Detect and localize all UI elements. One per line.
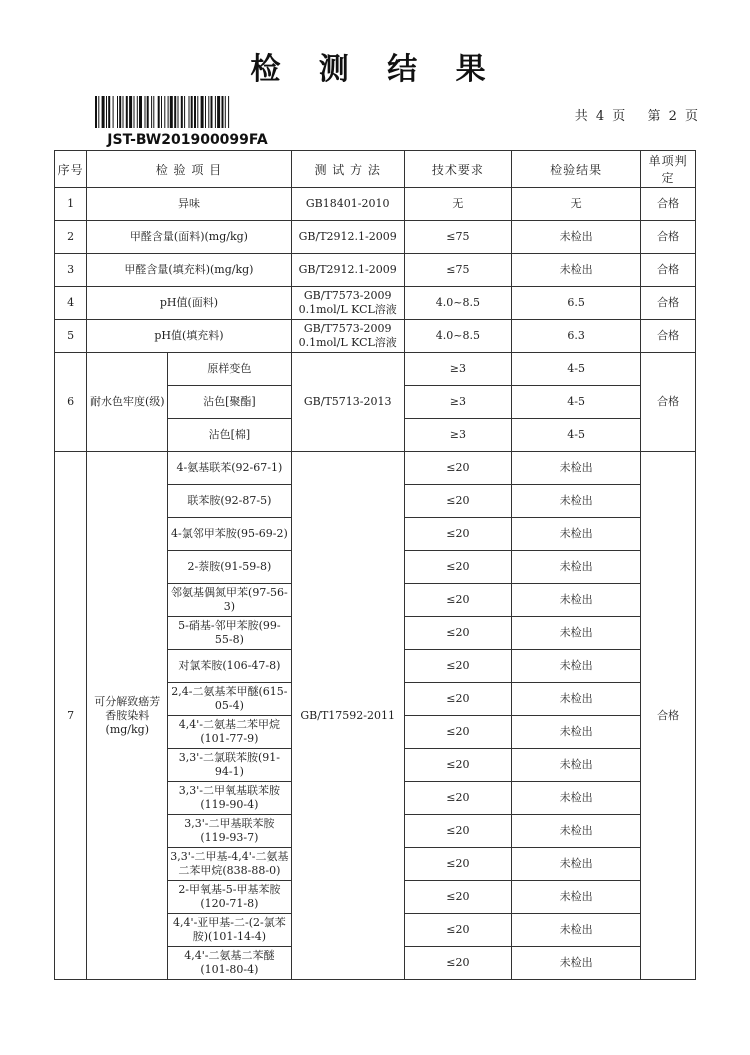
table-row [55, 452, 696, 485]
row-category: 可分解致癌芳香胺染料(mg/kg) [87, 452, 168, 980]
row-subitem: 4,4'-二氨基二苯甲烷(101-77-9) [168, 716, 291, 749]
row-result: 6.3 [511, 320, 640, 353]
row-subitem: 原样变色 [168, 353, 291, 386]
row-subitem: 对氯苯胺(106-47-8) [168, 650, 291, 683]
table-row [55, 320, 696, 353]
row-method: GB18401-2010 [291, 188, 404, 221]
row-subitem: 4-氨基联苯(92-67-1) [168, 452, 291, 485]
row-subitem: 4,4'-二氨基二苯醚(101-80-4) [168, 947, 291, 980]
row-requirement: ≥3 [404, 419, 511, 452]
row-seq: 1 [55, 188, 87, 221]
row-seq: 5 [55, 320, 87, 353]
row-requirement: ≤20 [404, 518, 511, 551]
row-method: GB/T5713-2013 [291, 353, 404, 452]
row-requirement: ≤20 [404, 650, 511, 683]
page-info [561, 105, 700, 124]
row-requirement: ≤20 [404, 716, 511, 749]
row-requirement: ≤75 [404, 254, 511, 287]
table-row [55, 254, 696, 287]
results-table [54, 150, 696, 980]
row-requirement: 4.0~8.5 [404, 287, 511, 320]
row-subitem: 沾色[棉] [168, 419, 291, 452]
row-seq: 6 [55, 353, 87, 452]
row-result: 未检出 [511, 518, 640, 551]
row-requirement: ≥3 [404, 386, 511, 419]
row-requirement: ≤20 [404, 914, 511, 947]
row-requirement: ≤20 [404, 947, 511, 980]
row-result: 未检出 [511, 485, 640, 518]
page-total: 共 4 页 [574, 109, 628, 124]
row-result: 未检出 [511, 254, 640, 287]
row-requirement: ≤20 [404, 584, 511, 617]
row-result: 未检出 [511, 221, 640, 254]
row-result: 未检出 [511, 782, 640, 815]
table-row [55, 188, 696, 221]
barcode [95, 96, 280, 148]
row-subitem: 2-甲氧基-5-甲基苯胺(120-71-8) [168, 881, 291, 914]
row-subitem: 4,4'-亚甲基-二-(2-氯苯胺)(101-14-4) [168, 914, 291, 947]
row-result: 未检出 [511, 848, 640, 881]
header-seq: 序号 [55, 151, 87, 188]
row-result: 未检出 [511, 914, 640, 947]
row-subitem: 4-氯邻甲苯胺(95-69-2) [168, 518, 291, 551]
row-method: GB/T2912.1-2009 [291, 254, 404, 287]
row-requirement: 无 [404, 188, 511, 221]
row-requirement: ≤20 [404, 782, 511, 815]
row-requirement: ≤20 [404, 485, 511, 518]
row-category: 耐水色牢度(级) [87, 353, 168, 452]
row-requirement: ≤20 [404, 617, 511, 650]
page-current: 第 2 页 [647, 109, 700, 124]
row-result: 未检出 [511, 749, 640, 782]
row-subitem: 2-萘胺(91-59-8) [168, 551, 291, 584]
header-result: 检验结果 [511, 151, 640, 188]
header-method: 测 试 方 法 [291, 151, 404, 188]
header-judgment: 单项判定 [641, 151, 696, 188]
row-seq: 3 [55, 254, 87, 287]
row-requirement: ≥3 [404, 353, 511, 386]
row-method: GB/T7573-2009 0.1mol/L KCL溶液 [291, 287, 404, 320]
row-subitem: 3,3'-二甲基联苯胺(119-93-7) [168, 815, 291, 848]
row-result: 4-5 [511, 353, 640, 386]
row-judgment: 合格 [641, 320, 696, 353]
row-seq: 2 [55, 221, 87, 254]
row-result: 未检出 [511, 551, 640, 584]
row-seq: 4 [55, 287, 87, 320]
row-result: 4-5 [511, 419, 640, 452]
row-subitem: 沾色[聚酯] [168, 386, 291, 419]
row-result: 未检出 [511, 947, 640, 980]
row-requirement: ≤20 [404, 881, 511, 914]
row-requirement: ≤20 [404, 749, 511, 782]
row-item: 甲醛含量(填充料)(mg/kg) [87, 254, 291, 287]
row-judgment: 合格 [641, 452, 696, 980]
row-method: GB/T7573-2009 0.1mol/L KCL溶液 [291, 320, 404, 353]
row-subitem: 邻氨基偶氮甲苯(97-56-3) [168, 584, 291, 617]
row-judgment: 合格 [641, 221, 696, 254]
row-item: pH值(填充料) [87, 320, 291, 353]
row-requirement: ≤20 [404, 683, 511, 716]
row-requirement: ≤20 [404, 815, 511, 848]
row-result: 6.5 [511, 287, 640, 320]
row-subitem: 联苯胺(92-87-5) [168, 485, 291, 518]
row-judgment: 合格 [641, 254, 696, 287]
table-row [55, 221, 696, 254]
row-subitem: 5-硝基-邻甲苯胺(99-55-8) [168, 617, 291, 650]
table-row [55, 353, 696, 386]
row-result: 未检出 [511, 815, 640, 848]
row-result: 未检出 [511, 683, 640, 716]
row-subitem: 3,3'-二甲氧基联苯胺(119-90-4) [168, 782, 291, 815]
row-requirement: ≤20 [404, 551, 511, 584]
row-result: 未检出 [511, 584, 640, 617]
header-requirement: 技术要求 [404, 151, 511, 188]
row-item: 异味 [87, 188, 291, 221]
row-seq: 7 [55, 452, 87, 980]
row-requirement: ≤20 [404, 452, 511, 485]
row-requirement: 4.0~8.5 [404, 320, 511, 353]
row-item: pH值(面料) [87, 287, 291, 320]
row-method: GB/T2912.1-2009 [291, 221, 404, 254]
header-item: 检 验 项 目 [87, 151, 291, 188]
row-result: 未检出 [511, 881, 640, 914]
row-result: 未检出 [511, 716, 640, 749]
row-result: 4-5 [511, 386, 640, 419]
row-requirement: ≤20 [404, 848, 511, 881]
row-method: GB/T17592-2011 [291, 452, 404, 980]
row-judgment: 合格 [641, 353, 696, 452]
row-subitem: 3,3'-二甲基-4,4'-二氨基二苯甲烷(838-88-0) [168, 848, 291, 881]
row-judgment: 合格 [641, 287, 696, 320]
table-header-row [55, 151, 696, 188]
row-result: 未检出 [511, 650, 640, 683]
barcode-graphic [95, 96, 280, 128]
row-requirement: ≤75 [404, 221, 511, 254]
row-item: 甲醛含量(面料)(mg/kg) [87, 221, 291, 254]
row-subitem: 3,3'-二氯联苯胺(91-94-1) [168, 749, 291, 782]
table-row [55, 287, 696, 320]
row-result: 未检出 [511, 452, 640, 485]
row-result: 未检出 [511, 617, 640, 650]
row-subitem: 2,4-二氨基苯甲醚(615-05-4) [168, 683, 291, 716]
barcode-text: JST-BW201900099FA [107, 132, 268, 148]
row-judgment: 合格 [641, 188, 696, 221]
page-title: 检 测 结 果 [250, 52, 500, 87]
row-result: 无 [511, 188, 640, 221]
